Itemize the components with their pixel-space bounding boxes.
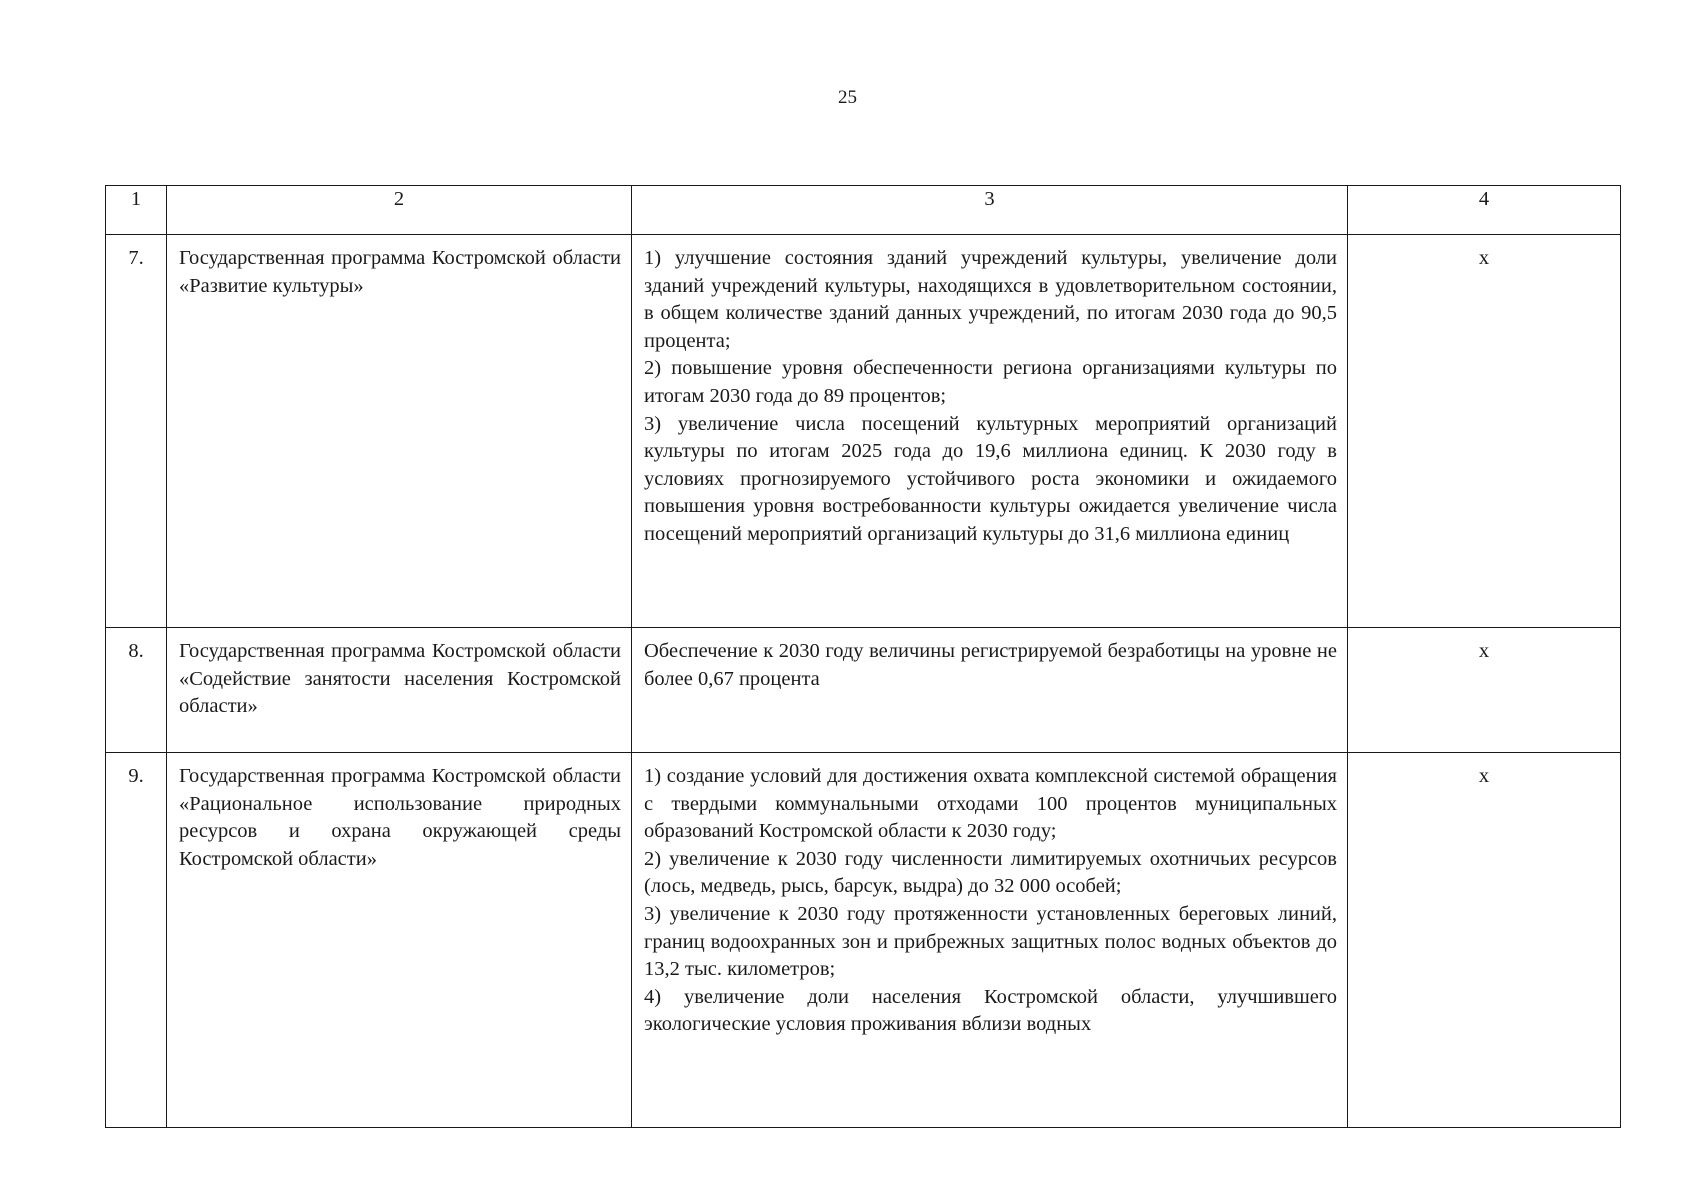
programs-table: [105, 185, 1621, 1128]
result-item: 3) увеличение к 2030 году протяженности установленных береговых линий, границ водоохранных зон и прибрежных защитных полос водных объектов до 13,2 тыс. километров;: [644, 902, 1337, 981]
column-header-1: 1: [106, 186, 167, 235]
result-item: 4) увеличение доли населения Костромской области, улучшившего экологические условия проживания вблизи водных: [644, 985, 1337, 1036]
column-4-mark: х: [1348, 753, 1621, 1128]
table-row: [106, 753, 1621, 1128]
expected-results: [632, 753, 1348, 1128]
row-number: 7.: [106, 235, 167, 628]
row-number: 9.: [106, 753, 167, 1128]
page-number: 25: [838, 87, 857, 108]
result-item: 2) повышение уровня обеспеченности региона организациями культуры по итогам 2030 года до 89 процентов;: [644, 357, 1337, 407]
result-item: 3) увеличение числа посещений культурных мероприятий организаций культуры по итогам 2025 года до 19,6 миллиона единиц. К 2030 году в условиях прогнозируемого устойчивого роста экономики и ожидаемого повышения уровня востребованности культуры ожидается увеличение числа посещений мероприятий организаций культуры до 31,6 миллиона единиц: [644, 412, 1337, 545]
table-header-row: [106, 186, 1621, 235]
program-name: Государственная программа Костромской области «Рациональное использование природных ресурсов и охрана окружающей среды Костромской области»: [167, 753, 632, 1128]
expected-results: [632, 628, 1348, 753]
result-item: Обеспечение к 2030 году величины регистрируемой безработицы на уровне не более 0,67 процента: [644, 640, 1337, 690]
result-item: 1) создание условий для достижения охвата комплексной системой обращения с твердыми коммунальными отходами 100 процентов муниципальных образований Костромской области к 2030 году;: [644, 765, 1337, 843]
table-row: [106, 235, 1621, 628]
expected-results: [632, 235, 1348, 628]
result-item: 1) улучшение состояния зданий учреждений культуры, увеличение доли зданий учреждений культуры, находящихся в удовлетворительном состоянии, в общем количестве зданий данных учреждений, по итогам 2030 года до 90,5 процента;: [644, 247, 1337, 352]
result-item: 2) увеличение к 2030 году численности лимитируемых охотничьих ресурсов (лось, медведь, рысь, барсук, выдра) до 32 000 особей;: [644, 847, 1337, 898]
column-header-2: 2: [167, 186, 632, 235]
column-header-3: 3: [632, 186, 1348, 235]
table-row: [106, 628, 1621, 753]
row-number: 8.: [106, 628, 167, 753]
column-header-4: 4: [1348, 186, 1621, 235]
program-name: Государственная программа Костромской области «Развитие культуры»: [167, 235, 632, 628]
program-name: Государственная программа Костромской области «Содействие занятости населения Костромской области»: [167, 628, 632, 753]
column-4-mark: х: [1348, 235, 1621, 628]
column-4-mark: х: [1348, 628, 1621, 753]
